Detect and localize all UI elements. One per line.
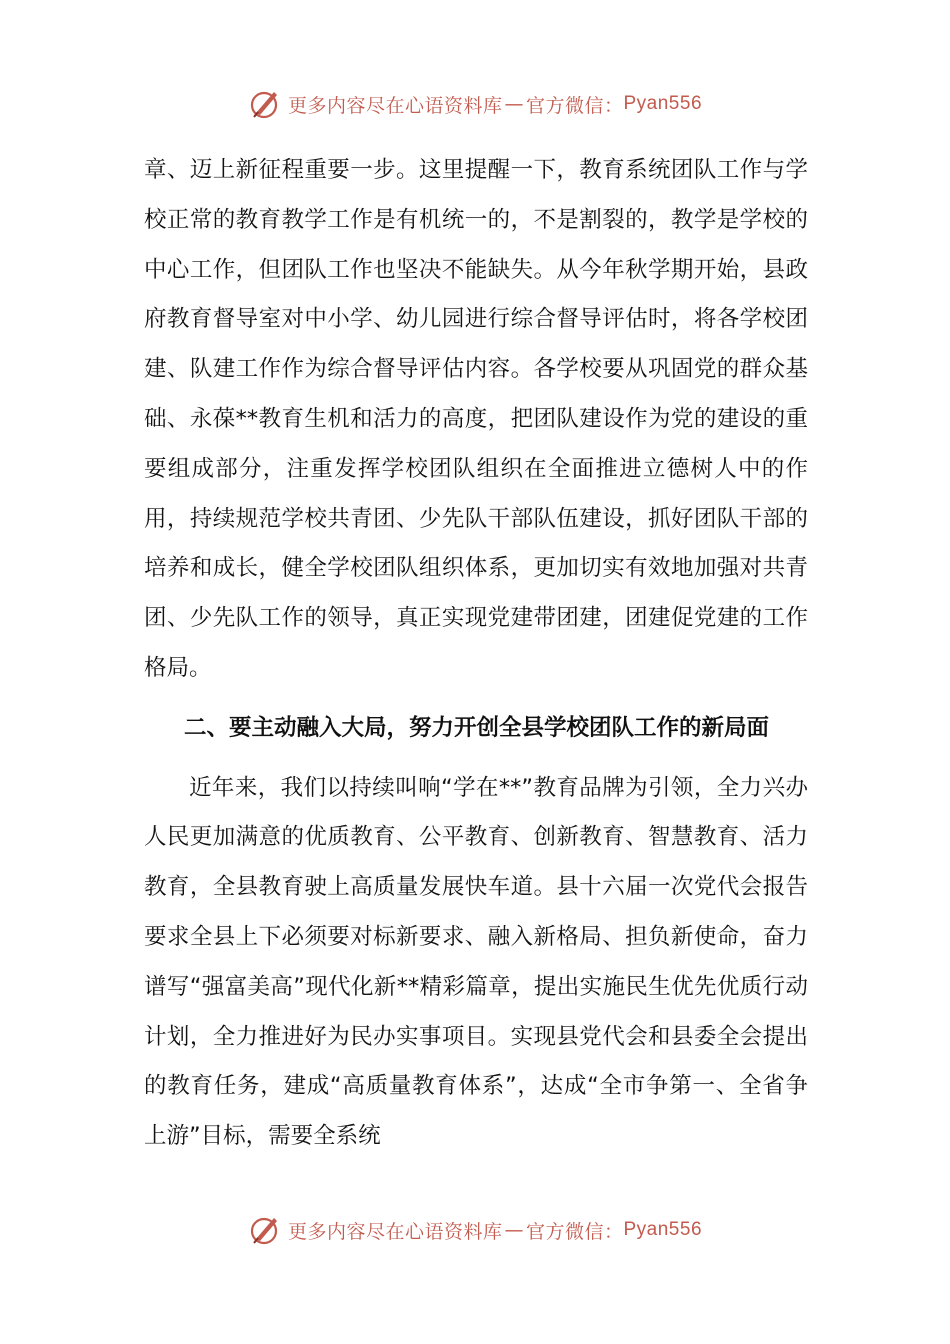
document-body [144,146,808,1162]
watermark [17,140,39,179]
footer-separator: — [504,1219,524,1241]
quill-pen-icon [248,1213,282,1247]
footer-wechat-id: Pyan556 [623,1219,703,1240]
quill-pen-icon [248,87,282,121]
header-brand-text: 更多内容尽在心语资料库 [287,94,503,117]
paragraph-2: 近年来，我们以持续叫响“学在**”教育品牌为引领，全力兴办人民更加满意的优质教育、公平教育、创新教育、智慧教育、活力教育，全县教育驶上高质量发展快车道。县十六届一次党代会报告要求全县上下必须要对标新要求、融入新格局、担负新使命，奋力谱写“强富美高”现代化新**精彩篇章，提出实施民生优先优质行动计划，全力推进好为民办实事项目。实现县党代会和县委全会提出的教育任务，建成“高质量教育体系”，达成“全市争第一、全省争上游”目标，需要全系统 [144,774,808,1150]
footer-brand-text: 更多内容尽在心语资料库 [287,1220,503,1243]
footer-banner [0,1210,950,1250]
paragraph-1: 章、迈上新征程重要一步。这里提醒一下，教育系统团队工作与学校正常的教育教学工作是有机统一的，不是割裂的，教学是学校的中心工作，但团队工作也坚决不能缺失。从今年秋学期开始，县政府教育督导室对中小学、幼儿园进行综合督导评估时，将各学校团建、队建工作作为综合督导评估内容。各学校要从巩固党的群众基础、永葆**教育生机和活力的高度，把团队建设作为党的建设的重要组成部分，注重发挥学校团队组织在全面推进立德树人中的作用，持续规范学校共青团、少先队干部队伍建设，抓好团队干部的培养和成长，健全学校团队组织体系，更加切实有效地加强对共青团、少先队工作的领导，真正实现党建带团建，团建促党建的工作格局。 [144,157,808,681]
header-wechat-label: 官方微信： [525,94,624,117]
header-wechat-id: Pyan556 [623,93,703,114]
header-banner [0,84,950,124]
footer-wechat-label: 官方微信： [525,1220,624,1243]
section-heading-2: 二、要主动融入大局，努力开创全县学校团队工作的新局面 [184,714,770,741]
header-separator: — [504,93,524,115]
